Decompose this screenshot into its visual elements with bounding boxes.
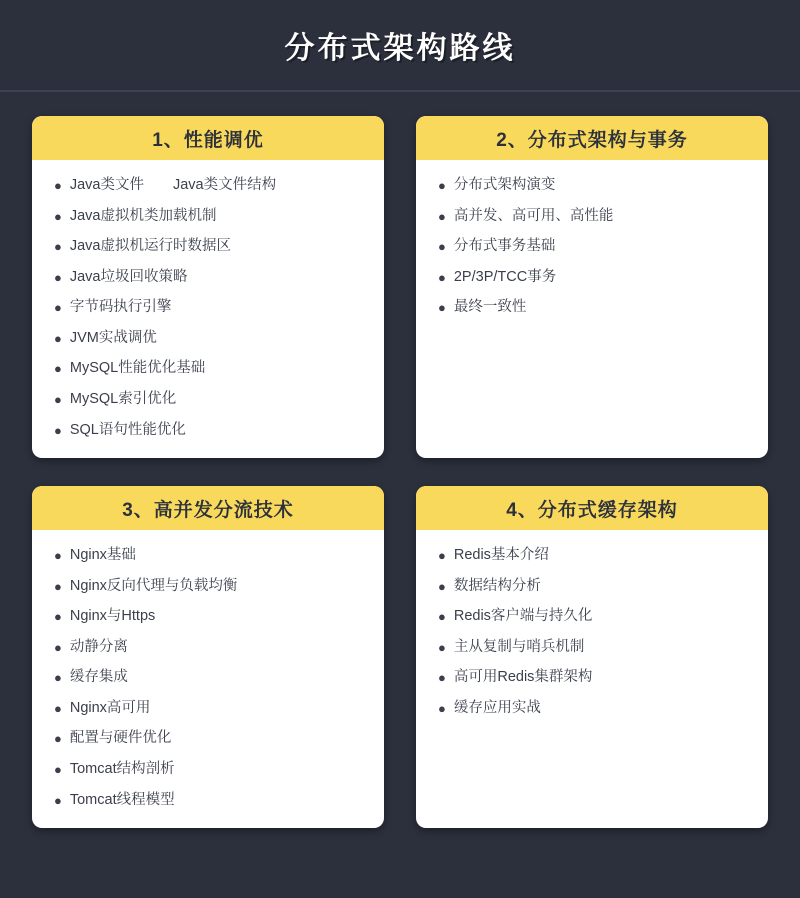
- list-item: [54, 760, 374, 780]
- bullet-icon: ●: [438, 578, 446, 594]
- card-header: [416, 486, 768, 530]
- card-distributed-architecture: [416, 116, 768, 458]
- list-item: [54, 729, 374, 749]
- list-item-label: Java类文件 Java类文件结构: [69, 177, 277, 193]
- list-item-label: Nginx基础: [69, 547, 136, 564]
- list-item-label: MySQL索引优化: [69, 390, 177, 407]
- bullet-icon: ●: [438, 269, 446, 285]
- list-item-label: 最终一致性: [453, 299, 527, 316]
- bullet-icon: ●: [438, 670, 446, 686]
- list-item-label: Tomcat线程模型: [69, 791, 175, 808]
- bullet-icon: ●: [54, 300, 62, 316]
- card-title: 1、性能调优: [152, 129, 264, 151]
- list-item-label: 数据结构分析: [453, 577, 541, 594]
- list-item: [54, 237, 374, 257]
- card-header: [32, 486, 384, 530]
- card-header: [32, 116, 384, 160]
- card-title: 3、高并发分流技术: [122, 499, 294, 521]
- list-item: [54, 298, 374, 318]
- bullet-icon: ●: [438, 639, 446, 655]
- bullet-icon: ●: [54, 422, 62, 438]
- list-item-label: Java虚拟机类加载机制: [69, 207, 217, 224]
- list-item-label: Redis基本介绍: [453, 547, 549, 564]
- bullet-icon: ●: [438, 700, 446, 716]
- bullet-icon: ●: [54, 731, 62, 747]
- bullet-icon: ●: [54, 670, 62, 686]
- bullet-icon: ●: [54, 391, 62, 407]
- list-item: [438, 607, 758, 627]
- footer-spacer: [0, 862, 800, 898]
- bullet-icon: ●: [54, 239, 62, 255]
- card-body: [32, 160, 384, 458]
- list-item: [54, 421, 374, 441]
- list-item-label: 高可用Redis集群架构: [453, 669, 593, 686]
- card-header: [416, 116, 768, 160]
- bullet-icon: ●: [54, 548, 62, 564]
- card-grid: [0, 92, 800, 862]
- list-item-label: 分布式架构演变: [453, 177, 556, 193]
- list-item: [54, 207, 374, 227]
- list-item: [54, 699, 374, 719]
- list-item-label: MySQL性能优化基础: [69, 360, 206, 377]
- list-item: [54, 390, 374, 410]
- list-item: [438, 237, 758, 257]
- bullet-icon: ●: [54, 639, 62, 655]
- list-item-label: 缓存应用实战: [453, 699, 541, 716]
- bullet-icon: ●: [438, 548, 446, 564]
- bullet-icon: ●: [54, 792, 62, 808]
- card-high-concurrency: [32, 486, 384, 828]
- list-item: [438, 699, 758, 719]
- list-item: [54, 329, 374, 349]
- list-item: [54, 607, 374, 627]
- bullet-icon: ●: [54, 578, 62, 594]
- list-item-label: Nginx高可用: [69, 699, 151, 716]
- bullet-icon: ●: [54, 609, 62, 625]
- list-item-label: JVM实战调优: [69, 329, 157, 346]
- list-item-label: 高并发、高可用、高性能: [453, 207, 614, 224]
- list-item-label: Java虚拟机运行时数据区: [69, 238, 231, 255]
- list-item: [438, 668, 758, 688]
- bullet-icon: ●: [438, 208, 446, 224]
- list-item: [54, 638, 374, 658]
- bullet-icon: ●: [438, 609, 446, 625]
- list-item-label: Tomcat结构剖析: [69, 761, 175, 777]
- bullet-icon: ●: [54, 361, 62, 377]
- list-item-label: 2P/3P/TCC事务: [453, 268, 557, 285]
- poster-header: [0, 0, 800, 92]
- list-item: [438, 268, 758, 288]
- list-item-label: 主从复制与哨兵机制: [453, 638, 585, 655]
- list-item: [54, 546, 374, 566]
- card-body: [416, 160, 768, 458]
- list-item: [438, 638, 758, 658]
- list-item: [438, 577, 758, 597]
- list-item: [54, 268, 374, 288]
- bullet-icon: ●: [438, 239, 446, 255]
- page-title: 分布式架构路线: [284, 32, 516, 65]
- card-body: [32, 530, 384, 828]
- list-item-label: 动静分离: [69, 638, 128, 655]
- card-title: 4、分布式缓存架构: [506, 499, 678, 521]
- list-item-label: SQL语句性能优化: [69, 421, 186, 438]
- bullet-icon: ●: [54, 700, 62, 716]
- list-item-label: 分布式事务基础: [453, 238, 556, 255]
- card-performance-tuning: [32, 116, 384, 458]
- list-item: [438, 298, 758, 318]
- card-body: [416, 530, 768, 828]
- bullet-icon: ●: [54, 330, 62, 346]
- bullet-icon: ●: [54, 208, 62, 224]
- list-item-label: Java垃圾回收策略: [69, 268, 188, 285]
- list-item: [438, 546, 758, 566]
- list-item-label: Redis客户端与持久化: [453, 608, 593, 625]
- bullet-icon: ●: [54, 178, 62, 193]
- list-item-label: 配置与硬件优化: [69, 730, 172, 747]
- list-item: [54, 791, 374, 811]
- card-distributed-cache: [416, 486, 768, 828]
- list-item-label: 字节码执行引擎: [69, 299, 172, 316]
- card-title: 2、分布式架构与事务: [496, 129, 688, 151]
- list-item: [54, 577, 374, 597]
- list-item: [54, 668, 374, 688]
- bullet-icon: ●: [438, 300, 446, 316]
- bullet-icon: ●: [54, 762, 62, 777]
- list-item-label: Nginx与Https: [69, 608, 156, 625]
- list-item-label: 缓存集成: [69, 669, 128, 686]
- list-item: [438, 176, 758, 196]
- list-item: [438, 207, 758, 227]
- list-item: [54, 359, 374, 379]
- bullet-icon: ●: [438, 178, 446, 193]
- bullet-icon: ●: [54, 269, 62, 285]
- list-item-label: Nginx反向代理与负载均衡: [69, 577, 238, 594]
- list-item: [54, 176, 374, 196]
